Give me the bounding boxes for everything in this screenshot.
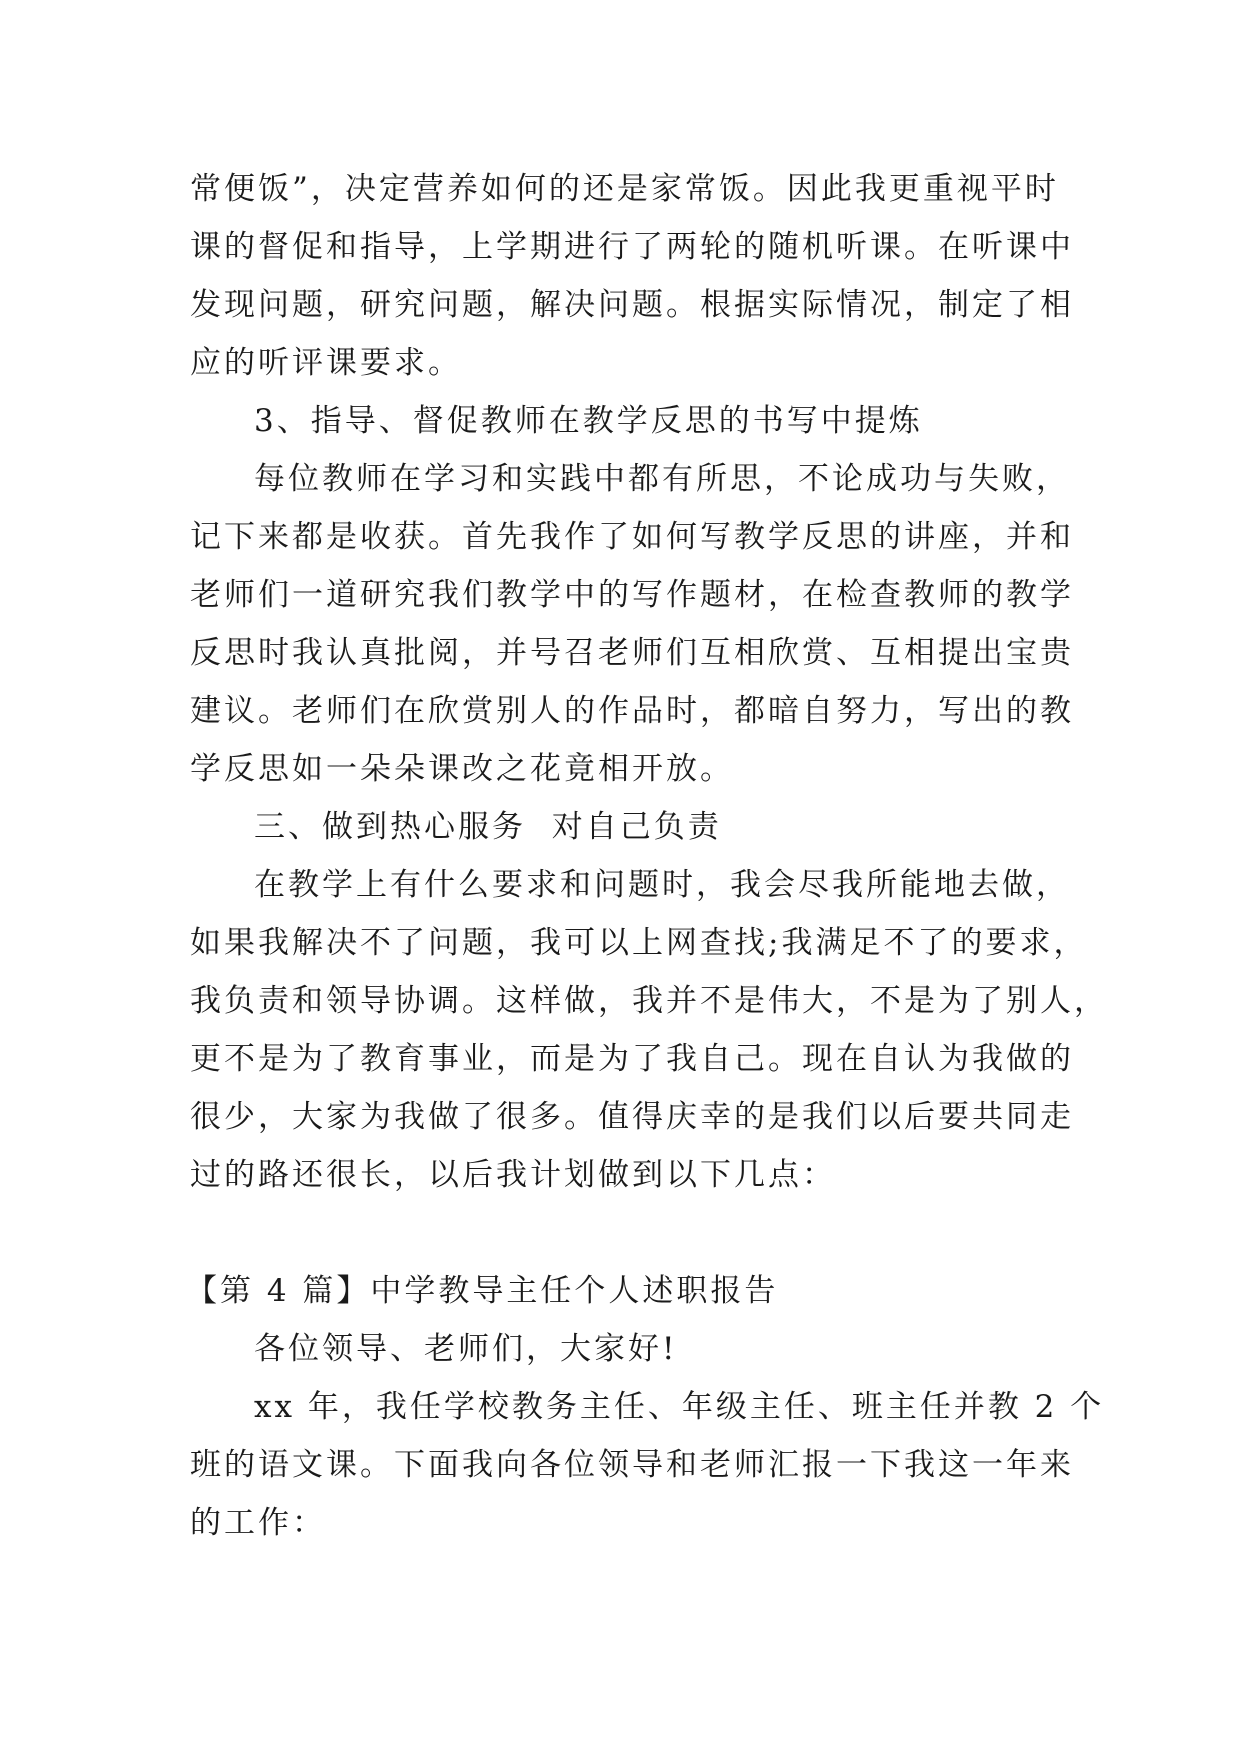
text-line: 建议。老师们在欣赏别人的作品时，都暗自努力，写出的教 bbox=[190, 693, 1074, 729]
text-line: 我负责和领导协调。这样做，我并不是伟大，不是为了别人， bbox=[190, 983, 1108, 1019]
text-line: 反思时我认真批阅，并号召老师们互相欣赏、互相提出宝贵 bbox=[190, 635, 1074, 671]
text-line: 班的语文课。下面我向各位领导和老师汇报一下我这一年来 bbox=[190, 1447, 1074, 1483]
text-line: 记下来都是收获。首先我作了如何写教学反思的讲座，并和 bbox=[190, 519, 1074, 555]
item-3-heading: 3、指导、督促教师在教学反思的书写中提炼 bbox=[254, 403, 923, 439]
text-line: 每位教师在学习和实践中都有所思，不论成功与失败， bbox=[254, 461, 1070, 497]
paragraph-continuation bbox=[190, 160, 1074, 392]
document-body bbox=[186, 160, 1108, 1552]
blank-gap bbox=[190, 1204, 1060, 1262]
text-line: 过的路还很长，以后我计划做到以下几点： bbox=[190, 1157, 836, 1193]
text-line: 的工作： bbox=[190, 1505, 326, 1541]
section-3-heading: 三、做到热心服务 对自己负责 bbox=[254, 809, 722, 845]
text-line: 课的督促和指导，上学期进行了两轮的随机听课。在听课中 bbox=[190, 229, 1074, 265]
article-4-title: 【第 4 篇】中学教导主任个人述职报告 bbox=[186, 1273, 779, 1309]
text-line: 更不是为了教育事业，而是为了我自己。现在自认为我做的 bbox=[190, 1041, 1074, 1077]
greeting: 各位领导、老师们，大家好! bbox=[254, 1331, 678, 1367]
text-line: 老师们一道研究我们教学中的写作题材，在检查教师的教学 bbox=[190, 577, 1074, 613]
text-line: 学反思如一朵朵课改之花竟相开放。 bbox=[190, 751, 734, 787]
paragraph-intro bbox=[190, 1378, 1105, 1552]
text-line: 发现问题，研究问题，解决问题。根据实际情况，制定了相 bbox=[190, 287, 1074, 323]
text-line: 应的听评课要求。 bbox=[190, 345, 462, 381]
text-line: 很少，大家为我做了很多。值得庆幸的是我们以后要共同走 bbox=[190, 1099, 1074, 1135]
text-line: xx 年，我任学校教务主任、年级主任、班主任并教 2 个 bbox=[254, 1389, 1105, 1425]
text-line: 常便饭”，决定营养如何的还是家常饭。因此我更重视平时 bbox=[190, 171, 1059, 207]
paragraph-service bbox=[190, 856, 1108, 1204]
text-line: 在教学上有什么要求和问题时，我会尽我所能地去做， bbox=[254, 867, 1070, 903]
paragraph-reflection bbox=[190, 450, 1074, 798]
text-line: 如果我解决不了问题，我可以上网查找;我满足不了的要求， bbox=[190, 925, 1088, 961]
